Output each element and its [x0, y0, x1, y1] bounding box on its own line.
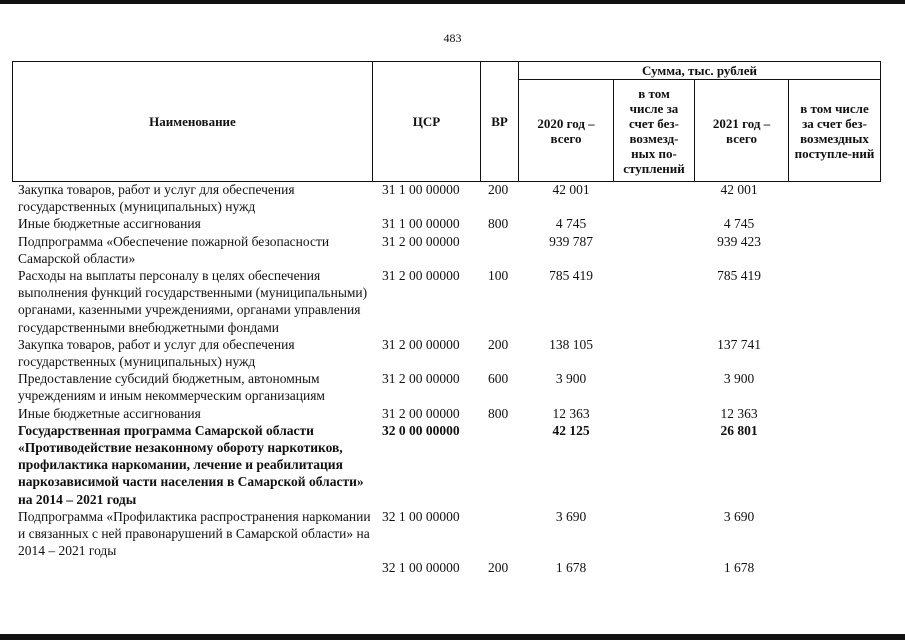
table-row	[12, 181, 881, 215]
row-2021-total: 1 678	[723, 560, 755, 576]
row-csr: 31 2 00 00000	[382, 371, 460, 387]
row-2020-total: 785 419	[549, 268, 593, 284]
row-vr: 100	[488, 268, 509, 284]
header-2021-grants: в том числе за счет без-возмездных поступле-ний	[794, 100, 875, 161]
table-row	[12, 405, 881, 422]
bottom-rule	[0, 634, 905, 640]
header-name: Наименование	[149, 114, 236, 129]
row-2021-total: 939 423	[717, 233, 761, 249]
table-header	[12, 61, 881, 181]
row-2020-total: 3 900	[555, 371, 587, 387]
row-csr: 31 1 00 00000	[382, 182, 460, 197]
table-body	[12, 181, 881, 577]
row-name: Государственная программа Самарской области «Противодействие незаконному обороту наркотиков, профилактика наркомании, лечение и реабилитация наркозависимой части населения в Самарской области» на 2014 – 2021 годы	[18, 422, 364, 507]
page-number: 483	[443, 31, 462, 45]
row-name: Иные бюджетные ассигнования	[18, 216, 201, 232]
row-name: Подпрограмма «Профилактика распространения наркомании и связанных с ней правонарушений в Самарской области» на 2014 – 2021 годы	[18, 508, 371, 559]
row-vr: 200	[488, 560, 509, 576]
table-row	[12, 370, 881, 404]
row-csr: 31 1 00 00000	[382, 216, 460, 232]
top-rule	[0, 0, 905, 4]
table-row	[12, 559, 881, 576]
header-2020-total: 2020 год – всего	[537, 115, 595, 146]
table-row	[12, 215, 881, 232]
header-2021-total: 2021 год – всего	[712, 115, 771, 146]
row-csr: 31 2 00 00000	[382, 233, 460, 249]
row-csr: 31 2 00 00000	[382, 336, 460, 352]
header-2020-grants: в том числе за счет без-возмезд-ных по-ступлений	[623, 85, 685, 176]
header-sum: Сумма, тыс. рублей	[642, 63, 757, 78]
table-row	[12, 508, 881, 560]
row-2020-total: 3 690	[555, 508, 587, 524]
header-vr: ВР	[491, 114, 508, 129]
table-row	[12, 336, 881, 370]
row-csr: 31 2 00 00000	[382, 268, 460, 284]
table-row	[12, 233, 881, 267]
row-name: Подпрограмма «Обеспечение пожарной безопасности Самарской области»	[18, 233, 330, 266]
row-vr: 200	[488, 182, 509, 197]
row-2021-total: 12 363	[720, 405, 758, 421]
row-name: Расходы на выплаты персоналу в целях обеспечения выполнения функций государственными (муниципальными) органами, казенными учреждениями, органами управления государственными внебюджетными фондами	[18, 268, 368, 335]
row-vr: 200	[488, 336, 509, 352]
row-2021-total: 3 900	[723, 371, 755, 387]
row-csr: 32 1 00 00000	[382, 508, 460, 524]
row-2021-total: 3 690	[723, 508, 755, 524]
row-2020-total: 42 001	[552, 182, 590, 197]
header-line	[880, 61, 881, 182]
table-row	[12, 422, 881, 508]
row-csr: 32 1 00 00000	[382, 560, 460, 576]
row-name: Предоставление субсидий бюджетным, автономным учреждениям и иным некоммерческим организациям	[18, 371, 325, 404]
row-2020-total: 12 363	[552, 405, 590, 421]
row-2020-total: 42 125	[552, 422, 590, 438]
row-2020-total: 939 787	[549, 233, 593, 249]
row-vr: 600	[488, 371, 509, 387]
row-csr: 31 2 00 00000	[382, 405, 460, 421]
row-2021-total: 785 419	[717, 268, 761, 284]
row-name: Иные бюджетные ассигнования	[18, 405, 201, 421]
row-vr: 800	[488, 216, 509, 232]
row-2020-total: 4 745	[555, 216, 587, 232]
row-csr: 32 0 00 00000	[382, 422, 460, 438]
row-name	[18, 559, 374, 576]
row-2021-total: 26 801	[720, 422, 758, 438]
table-row	[12, 267, 881, 336]
row-2021-total: 137 741	[717, 336, 761, 352]
row-2021-total: 42 001	[720, 182, 758, 197]
row-name: Закупка товаров, работ и услуг для обеспечения государственных (муниципальных) нужд	[18, 182, 295, 215]
header-csr: ЦСР	[412, 114, 441, 129]
row-2020-total: 1 678	[555, 560, 587, 576]
row-2020-total: 138 105	[549, 336, 593, 352]
row-vr: 800	[488, 405, 509, 421]
row-2021-total: 4 745	[723, 216, 755, 232]
row-name: Закупка товаров, работ и услуг для обеспечения государственных (муниципальных) нужд	[18, 336, 295, 370]
